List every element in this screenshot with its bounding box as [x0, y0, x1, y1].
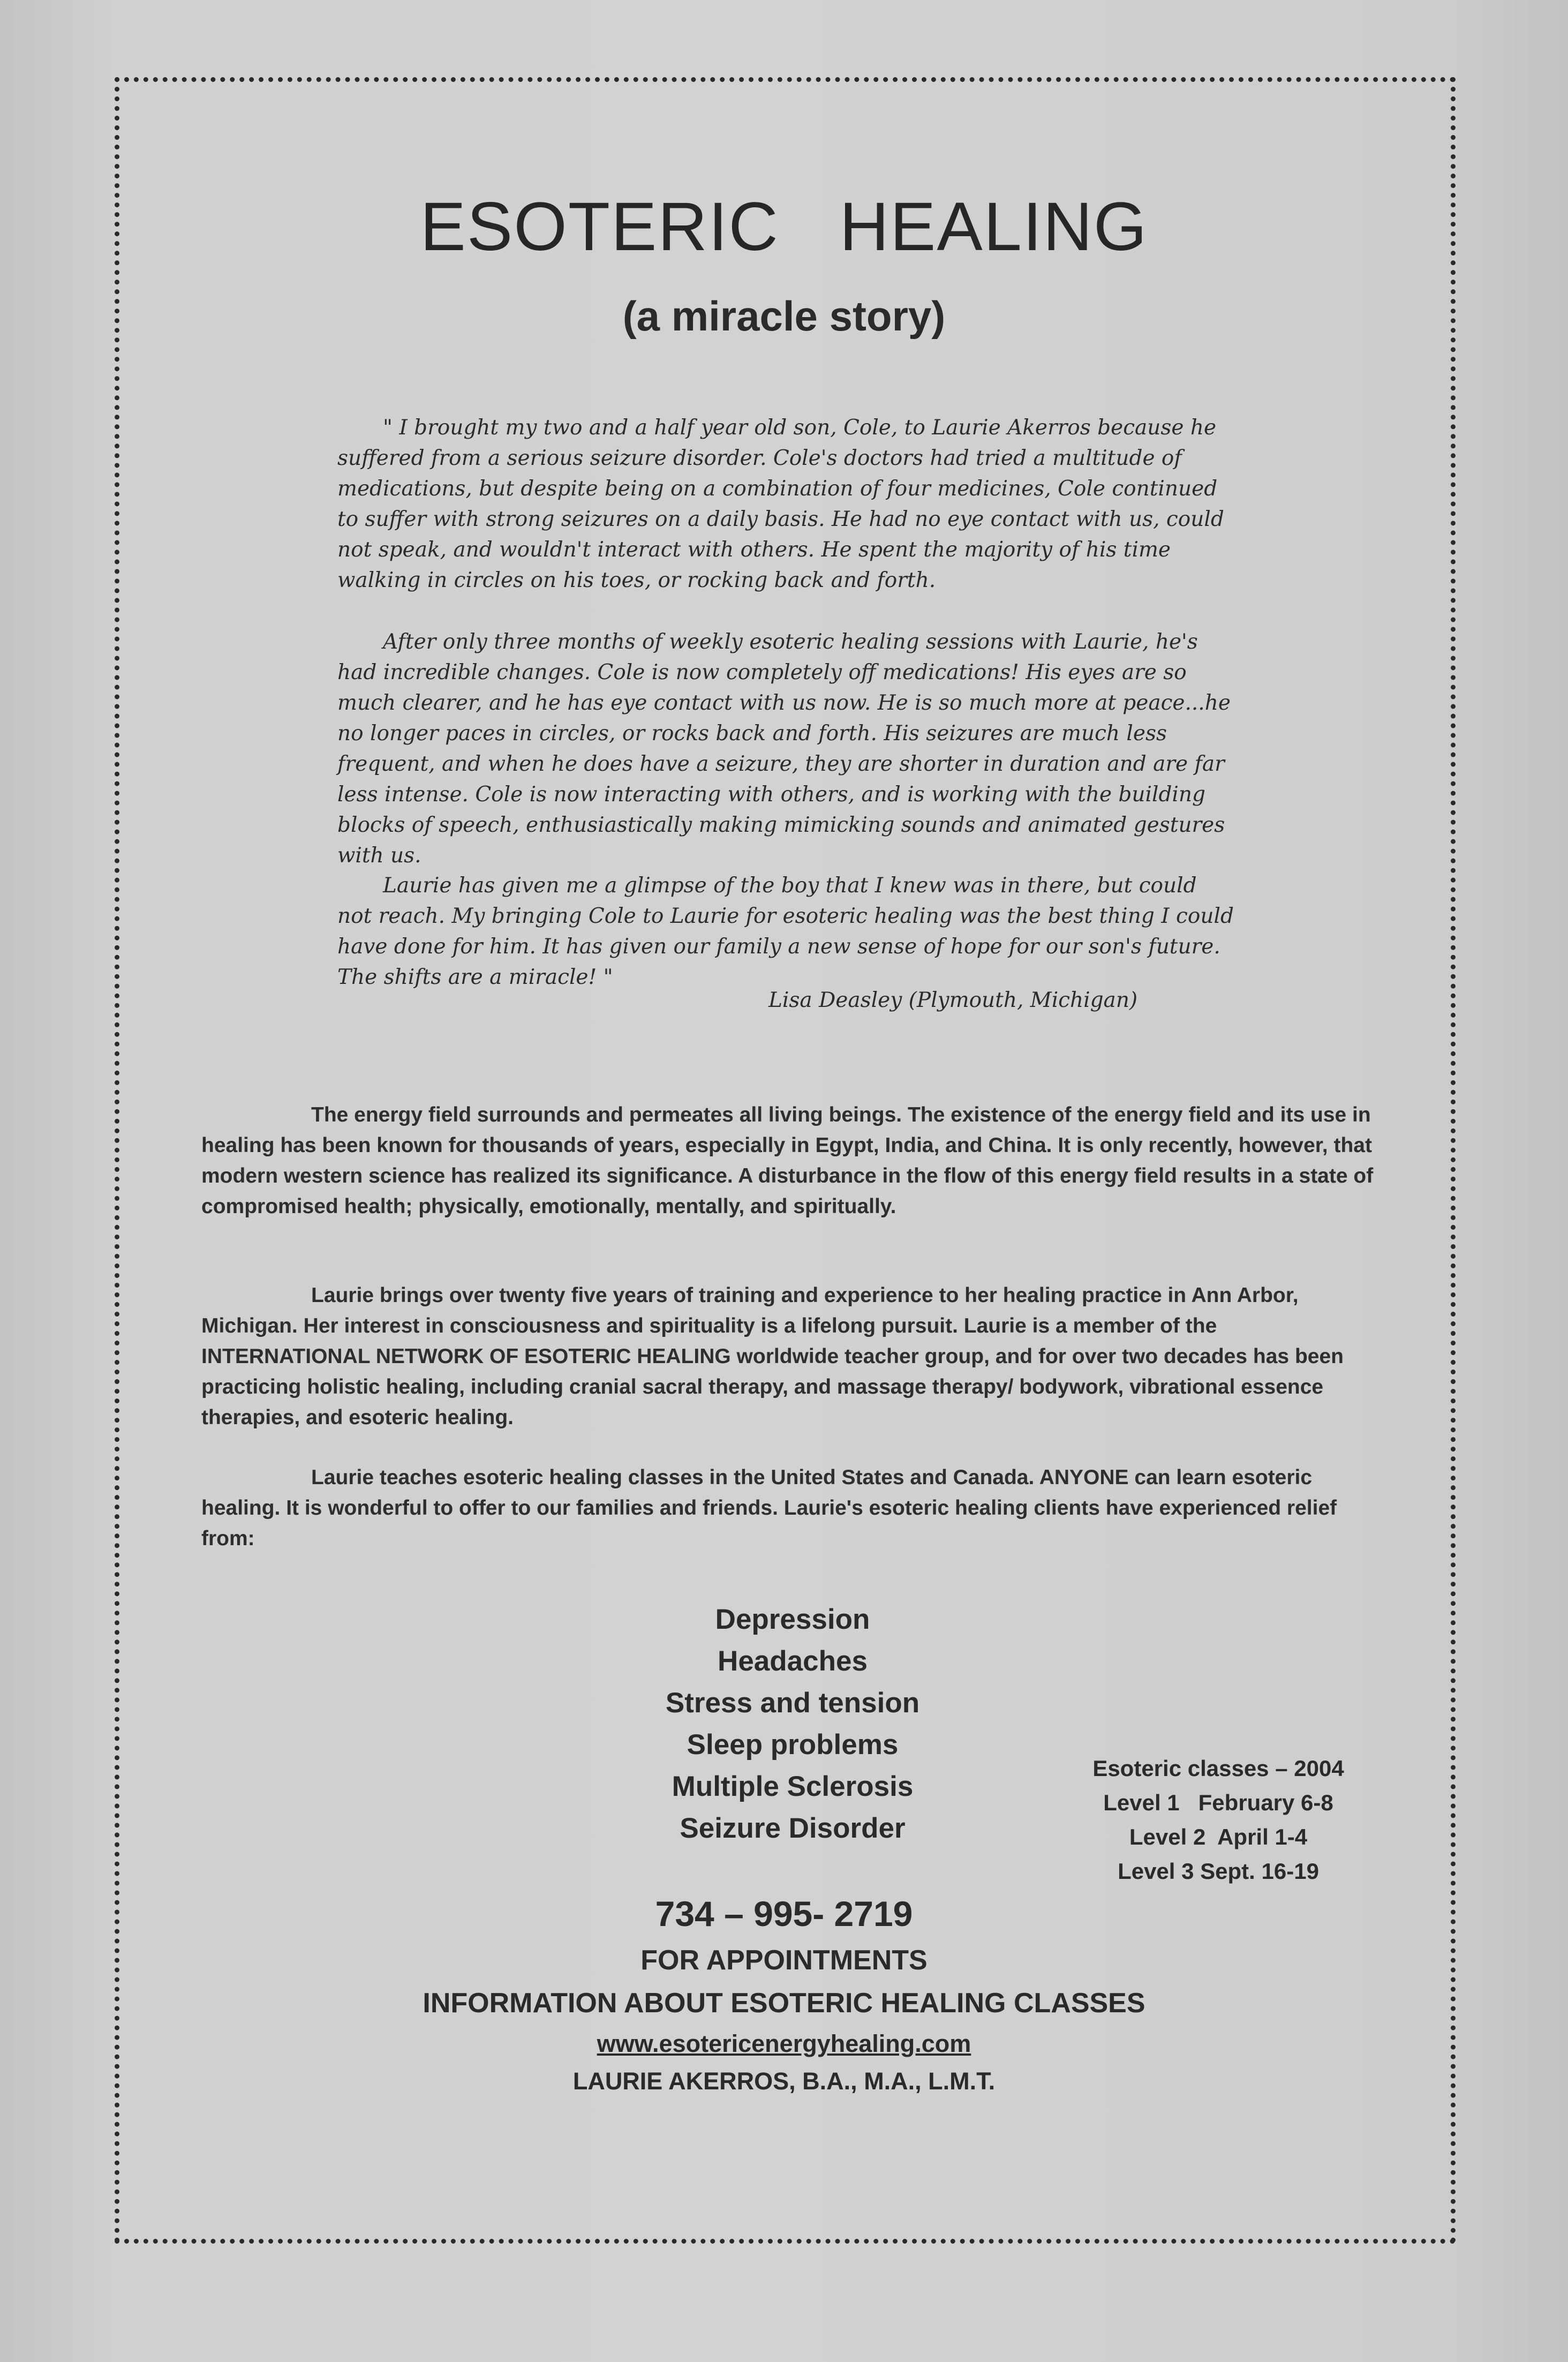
testimonial-paragraph-2-text: After only three months of weekly esoteric healing sessions with Laurie, he's had incredible changes. Cole is now completely off medications! His eyes are so much clearer, and he has eye contact with us now. He is so much more at peace...he no longer paces in circles, or rocks back and forth. His seizures are much less frequent, and when he does have a seizure, they are shorter in duration and are far less intense. Cole is now interacting with others, and is working with the building blocks of speech, enthusiastically making mimicking sounds and animated gestures with us. [337, 630, 1231, 868]
conditions-list [578, 1599, 1007, 1849]
testimonial-paragraph-1-text: " I brought my two and a half year old son, Cole, to Laurie Akerros because he suffered from a serious seizure disorder. Cole's doctors had tried a multitude of medications, but despite being on a combination of four medicines, Cole continued to suffer with strong seizures on a daily basis. He had no eye contact with us, could not speak, and wouldn't interact with others. He spent the majority of his time walking in circles on his toes, or rocking back and forth. [337, 416, 1224, 592]
class-schedule-heading: Esoteric classes – 2004 [1092, 1756, 1344, 1781]
class-level-3: Level 3 Sept. 16-19 [1118, 1859, 1319, 1884]
testimonial-signature: Lisa Deasley (Plymouth, Michigan) [768, 988, 1138, 1012]
body-paragraph-energy-field [201, 1100, 1379, 1222]
body-paragraph-classes [201, 1462, 1379, 1554]
practitioner-name: LAURIE AKERROS, B.A., M.A., L.M.T. [572, 2067, 996, 2095]
phone-number: 734 – 995- 2719 [655, 1894, 913, 1934]
class-level-2: Level 2 April 1-4 [1129, 1824, 1308, 1849]
ad-title: ESOTERIC HEALING [420, 189, 1148, 265]
testimonial-paragraph-2 [337, 627, 1237, 871]
appointments-line: FOR APPOINTMENTS [640, 1945, 928, 1976]
condition-item: Depression [715, 1604, 870, 1635]
website-line [248, 2030, 1320, 2058]
condition-item: Sleep problems [687, 1729, 899, 1761]
body-paragraph-laurie-background [201, 1280, 1379, 1433]
condition-item: Headaches [718, 1645, 868, 1677]
class-schedule [1042, 1751, 1395, 1889]
condition-item: Stress and tension [665, 1687, 920, 1719]
testimonial-paragraph-3 [337, 870, 1237, 992]
ad-subtitle: (a miracle story) [622, 292, 946, 340]
class-level-1: Level 1 February 6-8 [1103, 1790, 1333, 1815]
body-paragraph-1-text: The energy field surrounds and permeates all living beings. The existence of the energy field and its use in healing has been known for thousands of years, especially in Egypt, India, and China. It is only recently, however, that modern western science has realized its significance. A disturbance in the flow of this energy field results in a state of compromised health; physically, emotionally, mentally, and spiritually. [201, 1103, 1374, 1218]
testimonial-paragraph-1 [337, 412, 1237, 596]
condition-item: Seizure Disorder [680, 1812, 906, 1844]
classes-info-line: INFORMATION ABOUT ESOTERIC HEALING CLASSES [423, 1988, 1145, 2019]
website-link[interactable]: www.esotericenergyhealing.com [597, 2030, 971, 2057]
body-paragraph-3-text: Laurie teaches esoteric healing classes in the United States and Canada. ANYONE can learn esoteric healing. It is wonderful to offer to our families and friends. Laurie's esoteric healing clients have experienced relief from: [201, 1466, 1337, 1550]
body-paragraph-2-text: Laurie brings over twenty five years of training and experience to her healing practice in Ann Arbor, Michigan. Her interest in consciousness and spirituality is a lifelong pursuit. Laurie is a member of the INTERNATIONAL NETWORK OF ESOTERIC HEALING worldwide teacher group, and for over two decades has been practicing holistic healing, including cranial sacral therapy, and massage therapy/ bodywork, vibrational essence therapies, and esoteric healing. [201, 1284, 1344, 1429]
condition-item: Multiple Sclerosis [672, 1771, 914, 1802]
testimonial-paragraph-3-text: Laurie has given me a glimpse of the boy that I knew was in there, but could not reach. My bringing Cole to Laurie for esoteric healing was the best thing I could have done for him. It has given our family a new sense of hope for our son's future. The shifts are a miracle! " [337, 874, 1234, 989]
